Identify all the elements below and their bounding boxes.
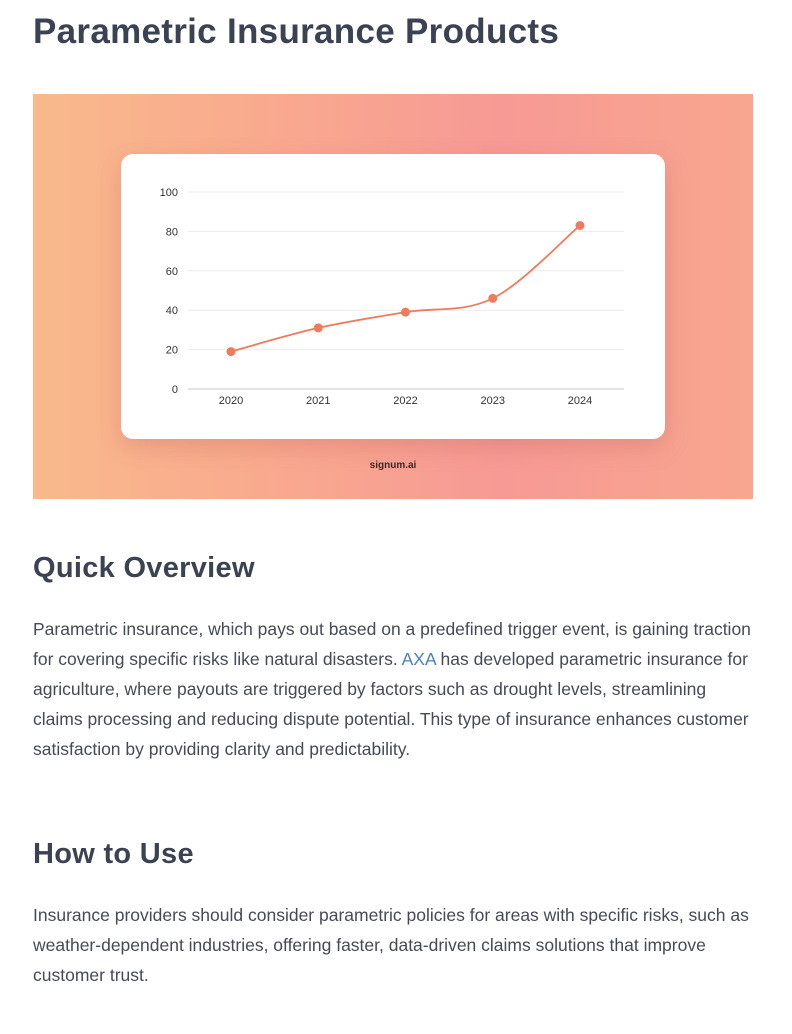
x-tick-label: 2024 [567, 395, 593, 407]
how-to-use-heading: How to Use [33, 838, 194, 870]
overview-text-end: has developed parametric insurance for agriculture, where payouts are triggered by factors such as drought levels, streamlining claims processing and reducing dispute potential. This type of insurance enhances customer satisfaction by providing clarity and predictability. [33, 649, 749, 759]
x-tick-label: 2023 [480, 395, 505, 407]
axa-link[interactable]: AXA [401, 649, 436, 669]
overview-text-start: Parametric insurance, which pays out based on a predefined trigger event, is gaining traction for covering specific risks like natural disasters. [33, 619, 751, 669]
overview-paragraph [33, 614, 753, 764]
y-tick-label: 80 [165, 226, 178, 239]
x-tick-label: 2020 [218, 395, 244, 407]
data-point [401, 308, 410, 317]
page-title: Parametric Insurance Products [33, 12, 560, 51]
data-point [488, 294, 497, 303]
x-tick-label: 2022 [393, 395, 418, 407]
data-point [314, 323, 323, 332]
watermark: signum.ai [369, 460, 417, 471]
y-tick-label: 20 [165, 344, 178, 357]
overview-heading: Quick Overview [33, 552, 255, 584]
y-tick-label: 60 [165, 265, 178, 278]
data-point [227, 347, 236, 356]
hero-image [33, 94, 753, 499]
y-tick-label: 100 [159, 187, 178, 199]
y-tick-label: 40 [165, 305, 178, 318]
line-chart [121, 154, 665, 439]
y-tick-label: 0 [171, 384, 178, 396]
x-tick-label: 2021 [306, 395, 331, 407]
how-to-use-paragraph: Insurance providers should consider parametric policies for areas with specific risks, such as weather-dependent industries, offering faster, data-driven claims solutions that improve customer trust. [33, 905, 749, 985]
data-point [576, 221, 585, 230]
series-line [231, 225, 580, 351]
chart-card [121, 154, 665, 439]
